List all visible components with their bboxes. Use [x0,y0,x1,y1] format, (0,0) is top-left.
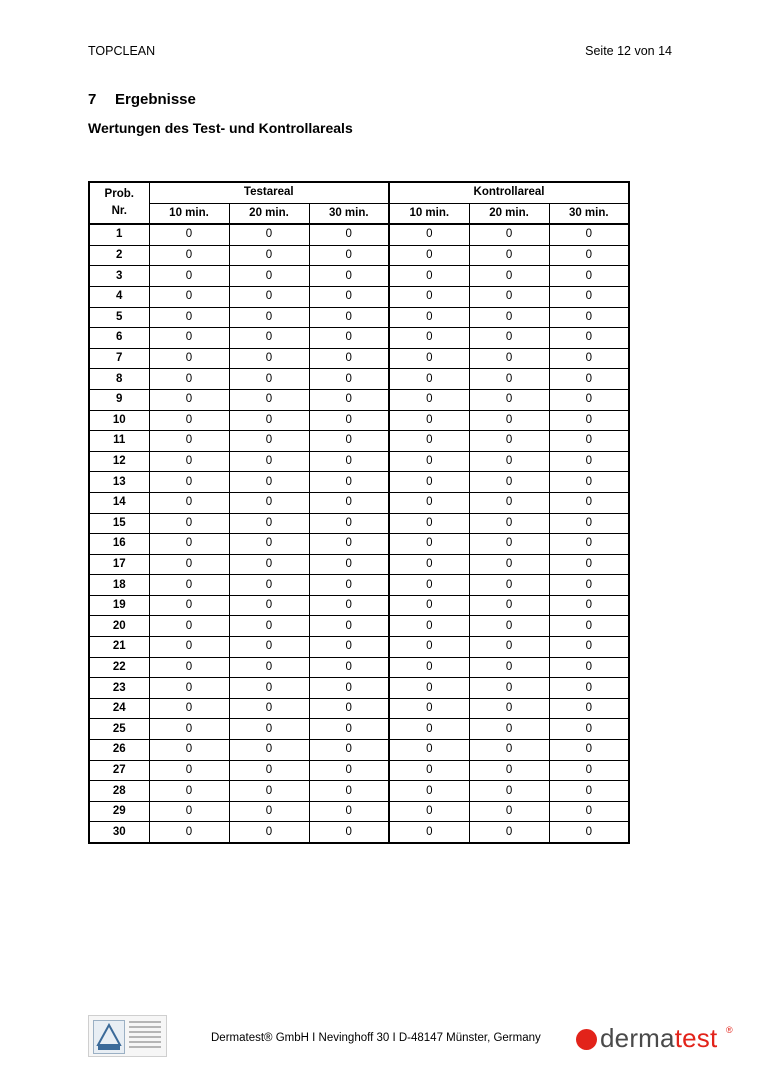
table-row [89,472,629,493]
cell-test-10min: 0 [149,595,229,616]
cell-test-10min: 0 [149,328,229,349]
cell-test-10min: 0 [149,224,229,245]
row-proband-number: 13 [89,472,149,493]
cell-control-30min: 0 [549,657,629,678]
cell-test-10min: 0 [149,657,229,678]
table-row [89,431,629,452]
table-row [89,760,629,781]
cell-test-30min: 0 [309,431,389,452]
table-row [89,637,629,658]
cell-control-30min: 0 [549,451,629,472]
cell-test-30min: 0 [309,369,389,390]
cell-test-20min: 0 [229,698,309,719]
table-caption: Wertungen des Test- und Kontrollareals [88,120,353,136]
cell-test-10min: 0 [149,554,229,575]
table-row [89,513,629,534]
cell-control-30min: 0 [549,595,629,616]
header-time-control-30: 30 min. [549,203,629,224]
cell-test-30min: 0 [309,616,389,637]
table-row [89,575,629,596]
table-row [89,245,629,266]
row-proband-number: 17 [89,554,149,575]
cell-test-20min: 0 [229,637,309,658]
cell-test-20min: 0 [229,822,309,843]
cell-control-20min: 0 [469,554,549,575]
cell-test-30min: 0 [309,760,389,781]
cell-test-20min: 0 [229,389,309,410]
cell-test-10min: 0 [149,575,229,596]
header-nr-label: Nr. [111,205,127,218]
cell-test-20min: 0 [229,410,309,431]
table-row [89,801,629,822]
cell-control-30min: 0 [549,678,629,699]
logo-registered-mark: ® [726,1025,733,1035]
cell-control-10min: 0 [389,719,469,740]
cell-control-30min: 0 [549,389,629,410]
cell-test-30min: 0 [309,328,389,349]
cell-control-10min: 0 [389,657,469,678]
cell-control-10min: 0 [389,492,469,513]
row-proband-number: 19 [89,595,149,616]
cell-control-30min: 0 [549,245,629,266]
cell-test-10min: 0 [149,431,229,452]
cell-control-30min: 0 [549,224,629,245]
cell-test-20min: 0 [229,513,309,534]
table-row [89,595,629,616]
cell-test-20min: 0 [229,595,309,616]
cell-test-30min: 0 [309,637,389,658]
cell-control-10min: 0 [389,451,469,472]
cell-control-10min: 0 [389,575,469,596]
cell-control-20min: 0 [469,616,549,637]
cell-test-30min: 0 [309,224,389,245]
row-proband-number: 23 [89,678,149,699]
table-row [89,266,629,287]
table-row [89,492,629,513]
row-proband-number: 8 [89,369,149,390]
cell-control-20min: 0 [469,719,549,740]
cell-test-30min: 0 [309,698,389,719]
row-proband-number: 30 [89,822,149,843]
cell-test-30min: 0 [309,266,389,287]
table-row [89,286,629,307]
logo-red-dot-icon [576,1029,597,1050]
cell-test-20min: 0 [229,348,309,369]
cell-test-20min: 0 [229,307,309,328]
cell-control-20min: 0 [469,657,549,678]
cell-control-10min: 0 [389,554,469,575]
cell-control-20min: 0 [469,513,549,534]
cell-test-30min: 0 [309,554,389,575]
cell-test-20min: 0 [229,554,309,575]
logo-word-test: test [674,1023,718,1053]
cell-test-20min: 0 [229,575,309,596]
row-proband-number: 10 [89,410,149,431]
cell-test-10min: 0 [149,822,229,843]
cell-test-30min: 0 [309,657,389,678]
row-proband-number: 26 [89,740,149,761]
table-row [89,719,629,740]
cell-control-10min: 0 [389,822,469,843]
cell-test-30min: 0 [309,740,389,761]
cell-test-20min: 0 [229,801,309,822]
cell-test-10min: 0 [149,637,229,658]
cell-test-30min: 0 [309,575,389,596]
cell-control-10min: 0 [389,389,469,410]
cell-control-10min: 0 [389,472,469,493]
cell-control-10min: 0 [389,616,469,637]
row-proband-number: 2 [89,245,149,266]
cell-control-30min: 0 [549,760,629,781]
row-proband-number: 15 [89,513,149,534]
cell-control-10min: 0 [389,760,469,781]
cell-control-10min: 0 [389,781,469,802]
cell-test-20min: 0 [229,245,309,266]
table-row [89,554,629,575]
cell-control-20min: 0 [469,286,549,307]
cell-control-20min: 0 [469,637,549,658]
row-proband-number: 18 [89,575,149,596]
cell-control-20min: 0 [469,369,549,390]
row-proband-number: 4 [89,286,149,307]
cell-test-20min: 0 [229,369,309,390]
table-row [89,451,629,472]
cell-test-20min: 0 [229,451,309,472]
row-proband-number: 9 [89,389,149,410]
cell-test-10min: 0 [149,307,229,328]
cell-test-10min: 0 [149,760,229,781]
cell-test-20min: 0 [229,266,309,287]
cell-control-30min: 0 [549,472,629,493]
cell-test-30min: 0 [309,307,389,328]
cell-control-20min: 0 [469,410,549,431]
cell-test-30min: 0 [309,286,389,307]
cell-control-30min: 0 [549,698,629,719]
cell-control-30min: 0 [549,431,629,452]
cell-test-30min: 0 [309,245,389,266]
row-proband-number: 24 [89,698,149,719]
cell-control-10min: 0 [389,245,469,266]
cell-control-30min: 0 [549,575,629,596]
header-group-test: Testareal [149,182,389,203]
cell-control-20min: 0 [469,595,549,616]
cell-test-30min: 0 [309,348,389,369]
cell-control-30min: 0 [549,801,629,822]
table-row [89,410,629,431]
header-time-test-20: 20 min. [229,203,309,224]
cell-test-10min: 0 [149,389,229,410]
cell-control-20min: 0 [469,801,549,822]
cell-control-20min: 0 [469,760,549,781]
cell-control-20min: 0 [469,451,549,472]
header-page-number: Seite 12 von 14 [585,44,672,58]
header-time-control-20: 20 min. [469,203,549,224]
header-time-test-10: 10 min. [149,203,229,224]
cell-test-30min: 0 [309,451,389,472]
table-row [89,740,629,761]
cell-control-20min: 0 [469,307,549,328]
cell-test-10min: 0 [149,245,229,266]
cell-test-10min: 0 [149,534,229,555]
section-heading [88,91,196,108]
cell-control-30min: 0 [549,534,629,555]
header-prob-label: Prob. [104,188,134,201]
cell-test-10min: 0 [149,472,229,493]
cell-control-30min: 0 [549,637,629,658]
logo-wordmark [600,1023,717,1054]
cell-control-20min: 0 [469,389,549,410]
cell-test-10min: 0 [149,740,229,761]
cell-control-10min: 0 [389,534,469,555]
table-row [89,781,629,802]
cell-control-10min: 0 [389,801,469,822]
tuv-certification-logo-icon [88,1015,167,1057]
cell-control-30min: 0 [549,348,629,369]
cell-control-10min: 0 [389,224,469,245]
cell-test-20min: 0 [229,719,309,740]
cell-test-30min: 0 [309,472,389,493]
cell-control-20min: 0 [469,266,549,287]
cell-test-20min: 0 [229,616,309,637]
cell-control-20min: 0 [469,822,549,843]
section-title: Ergebnisse [115,91,196,108]
table-row [89,307,629,328]
cell-test-30min: 0 [309,492,389,513]
cell-control-20min: 0 [469,534,549,555]
table-row [89,678,629,699]
cell-control-30min: 0 [549,369,629,390]
cell-control-20min: 0 [469,781,549,802]
cell-test-20min: 0 [229,431,309,452]
cell-control-20min: 0 [469,678,549,699]
cell-control-30min: 0 [549,719,629,740]
header-time-test-30: 30 min. [309,203,389,224]
row-proband-number: 14 [89,492,149,513]
cell-test-20min: 0 [229,781,309,802]
table-row [89,389,629,410]
table-row [89,348,629,369]
cell-control-30min: 0 [549,492,629,513]
row-proband-number: 1 [89,224,149,245]
cell-test-10min: 0 [149,678,229,699]
table-row [89,224,629,245]
cell-test-20min: 0 [229,534,309,555]
row-proband-number: 22 [89,657,149,678]
row-proband-number: 28 [89,781,149,802]
cell-test-20min: 0 [229,657,309,678]
cell-control-10min: 0 [389,286,469,307]
cell-test-30min: 0 [309,410,389,431]
cell-test-10min: 0 [149,348,229,369]
cell-control-10min: 0 [389,307,469,328]
cell-test-30min: 0 [309,389,389,410]
cell-test-20min: 0 [229,760,309,781]
cell-control-30min: 0 [549,410,629,431]
row-proband-number: 11 [89,431,149,452]
table-row [89,328,629,349]
cell-control-10min: 0 [389,740,469,761]
cell-test-20min: 0 [229,224,309,245]
cell-test-10min: 0 [149,286,229,307]
cell-control-30min: 0 [549,616,629,637]
cell-test-20min: 0 [229,472,309,493]
header-group-control: Kontrollareal [389,182,629,203]
cell-control-10min: 0 [389,328,469,349]
cell-test-10min: 0 [149,719,229,740]
cell-test-10min: 0 [149,451,229,472]
cell-control-30min: 0 [549,266,629,287]
cell-test-30min: 0 [309,595,389,616]
table-row [89,822,629,843]
header-time-control-10: 10 min. [389,203,469,224]
cell-control-10min: 0 [389,698,469,719]
cell-test-10min: 0 [149,492,229,513]
cell-test-10min: 0 [149,266,229,287]
cell-test-20min: 0 [229,740,309,761]
cell-control-20min: 0 [469,472,549,493]
cell-control-20min: 0 [469,740,549,761]
cell-test-30min: 0 [309,801,389,822]
cell-control-30min: 0 [549,286,629,307]
table-row [89,657,629,678]
cell-control-20min: 0 [469,224,549,245]
cell-control-10min: 0 [389,266,469,287]
table-row [89,369,629,390]
table-row [89,698,629,719]
cell-test-10min: 0 [149,369,229,390]
cell-test-10min: 0 [149,513,229,534]
cell-control-20min: 0 [469,431,549,452]
cell-test-10min: 0 [149,616,229,637]
cell-test-30min: 0 [309,513,389,534]
cell-test-10min: 0 [149,410,229,431]
cell-test-30min: 0 [309,534,389,555]
cell-test-30min: 0 [309,678,389,699]
results-table [88,181,630,844]
header-proband-number [89,182,149,224]
cell-control-10min: 0 [389,431,469,452]
cell-control-30min: 0 [549,740,629,761]
row-proband-number: 3 [89,266,149,287]
row-proband-number: 16 [89,534,149,555]
cell-control-20min: 0 [469,348,549,369]
section-number: 7 [88,91,97,108]
cell-control-30min: 0 [549,822,629,843]
table-row [89,616,629,637]
cell-control-30min: 0 [549,781,629,802]
cell-control-10min: 0 [389,595,469,616]
cell-control-20min: 0 [469,698,549,719]
cell-test-30min: 0 [309,719,389,740]
row-proband-number: 25 [89,719,149,740]
cell-test-30min: 0 [309,781,389,802]
row-proband-number: 12 [89,451,149,472]
cell-control-10min: 0 [389,348,469,369]
cell-control-10min: 0 [389,513,469,534]
cell-test-20min: 0 [229,328,309,349]
cell-test-20min: 0 [229,286,309,307]
cell-test-10min: 0 [149,698,229,719]
row-proband-number: 7 [89,348,149,369]
logo-word-derma: derma [600,1023,675,1053]
header-document-name: TOPCLEAN [88,44,156,58]
cell-control-10min: 0 [389,678,469,699]
cell-test-10min: 0 [149,781,229,802]
tuv-triangle-icon [93,1020,125,1054]
cell-test-30min: 0 [309,822,389,843]
row-proband-number: 6 [89,328,149,349]
cell-control-10min: 0 [389,410,469,431]
row-proband-number: 27 [89,760,149,781]
cell-control-20min: 0 [469,492,549,513]
row-proband-number: 29 [89,801,149,822]
results-table-body [89,224,629,843]
cell-control-30min: 0 [549,307,629,328]
footer-address: Dermatest® GmbH I Nevinghoff 30 I D-48147 Münster, Germany [211,1032,541,1044]
row-proband-number: 21 [89,637,149,658]
row-proband-number: 5 [89,307,149,328]
cell-control-30min: 0 [549,554,629,575]
cell-control-10min: 0 [389,369,469,390]
cell-control-20min: 0 [469,245,549,266]
cell-test-10min: 0 [149,801,229,822]
row-proband-number: 20 [89,616,149,637]
cell-test-20min: 0 [229,678,309,699]
cert-text-lines [129,1021,161,1051]
cell-control-10min: 0 [389,637,469,658]
cell-test-20min: 0 [229,492,309,513]
cell-control-30min: 0 [549,328,629,349]
table-row [89,534,629,555]
cell-control-20min: 0 [469,575,549,596]
cell-control-30min: 0 [549,513,629,534]
cell-control-20min: 0 [469,328,549,349]
